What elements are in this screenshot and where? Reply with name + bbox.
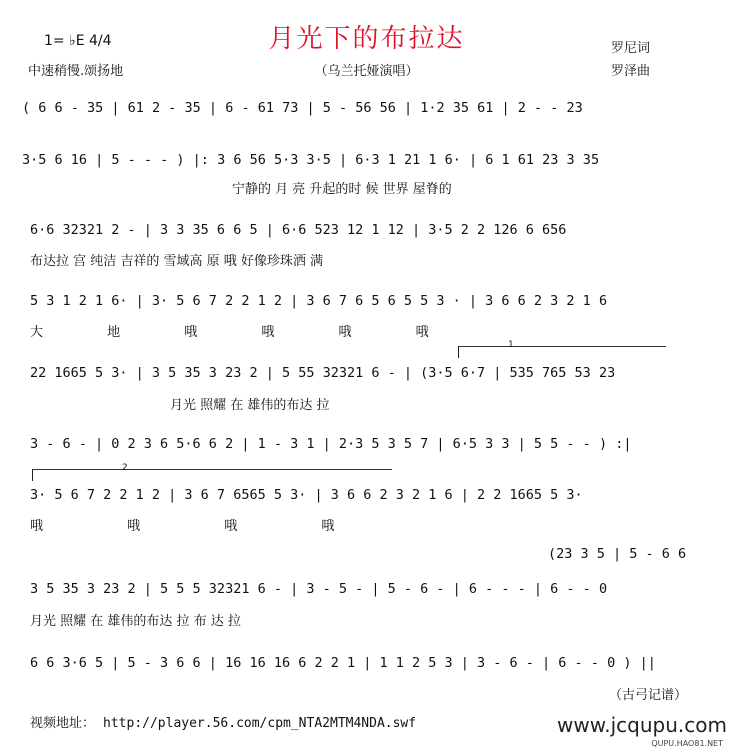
score-row-9-notes: 3 5 35 3 23 2 | 5 5 5 32321 6 - | 3 - 5 - | 5 - 6 - | 6 - - - | 6 - - 0 — [30, 581, 608, 597]
score-row-7-lyrics: 哦 哦 哦 哦 — [30, 519, 335, 534]
volta-1-hook — [458, 346, 459, 358]
score-row-5-notes: 22 1665 5 3· | 3 5 35 3 23 2 | 5 55 32321 6 - | (3·5 6·7 | 535 765 53 23 — [30, 365, 616, 381]
score-row-7-notes: 3· 5 6 7 2 2 1 2 | 3 6 7 6565 5 3· | 3 6 6 2 3 2 1 6 | 2 2 1665 5 3· — [30, 487, 583, 503]
video-address — [30, 712, 416, 731]
video-address-label: 视频地址： — [30, 716, 96, 731]
score-row-3-lyrics: 布达拉 宫 纯洁 吉祥的 雪域高 原 哦 好像珍珠洒 满 — [30, 254, 324, 269]
composer-credit: 罗泽曲 — [611, 64, 651, 79]
score-row-4-notes: 5 3 1 2 1 6· | 3· 5 6 7 2 2 1 2 | 3 6 7 6 5 6 5 5 3 · | 3 6 6 2 3 2 1 6 — [30, 293, 608, 309]
volta-2-line — [32, 469, 392, 470]
score-row-9-lyrics: 月光 照耀 在 雄伟的布达 拉 布 达 拉 — [30, 614, 241, 629]
tempo-marking: 中速稍慢.颂扬地 — [28, 64, 124, 79]
score-row-10-notes: 6 6 3·6 5 | 5 - 3 6 6 | 16 16 16 6 2 2 1 | 1 1 2 5 3 | 3 - 6 - | 6 - - 0 ) || — [30, 655, 656, 671]
key-signature: 1= ♭E 4/4 — [44, 33, 112, 49]
performer-subtitle: （乌兰托娅演唱） — [314, 64, 419, 79]
volta-2-label: 2 — [122, 463, 128, 473]
volta-2-hook — [32, 469, 33, 481]
score-row-3-notes: 6·6 32321 2 - | 3 3 35 6 6 5 | 6·6 523 12 1 12 | 3·5 2 2 126 6 656 — [30, 222, 567, 238]
lyricist-credit: 罗尼词 — [611, 41, 651, 56]
volta-1-label: 1 — [508, 340, 514, 350]
volta-1-line — [458, 346, 666, 347]
transcriber-credit: （古弓记谱） — [608, 688, 687, 703]
video-address-url[interactable]: http://player.56.com/cpm_NTA2MTM4NDA.swf — [103, 716, 417, 731]
score-row-5-lyrics: 月光 照耀 在 雄伟的布达 拉 — [170, 398, 330, 413]
score-row-6-notes: 3 - 6 - | 0 2 3 6 5·6 6 2 | 1 - 3 1 | 2·3 5 3 5 7 | 6·5 3 3 | 5 5 - - ) :| — [30, 436, 632, 452]
score-row-2-lyrics: 宁静的 月 亮 升起的时 候 世界 屋脊的 — [232, 182, 452, 197]
score-row-1-notes: ( 6 6 - 35 | 61 2 - 35 | 6 - 61 73 | 5 - 56 56 | 1·2 35 61 | 2 - - 23 — [22, 100, 583, 116]
song-title: 月光下的布拉达 — [268, 24, 465, 54]
score-row-4-lyrics: 大 地 哦 哦 哦 哦 — [30, 325, 429, 340]
score-row-2-notes: 3·5 6 16 | 5 - - - ) |: 3 6 56 5·3 3·5 | 6·3 1 21 1 6· | 6 1 61 23 3 35 — [22, 152, 600, 168]
site-watermark: www.jcqupu.com — [557, 713, 727, 737]
site-watermark-sub: QUPU.HAO81.NET — [651, 739, 723, 748]
score-row-8-notes: (23 3 5 | 5 - 6 6 — [548, 546, 687, 562]
